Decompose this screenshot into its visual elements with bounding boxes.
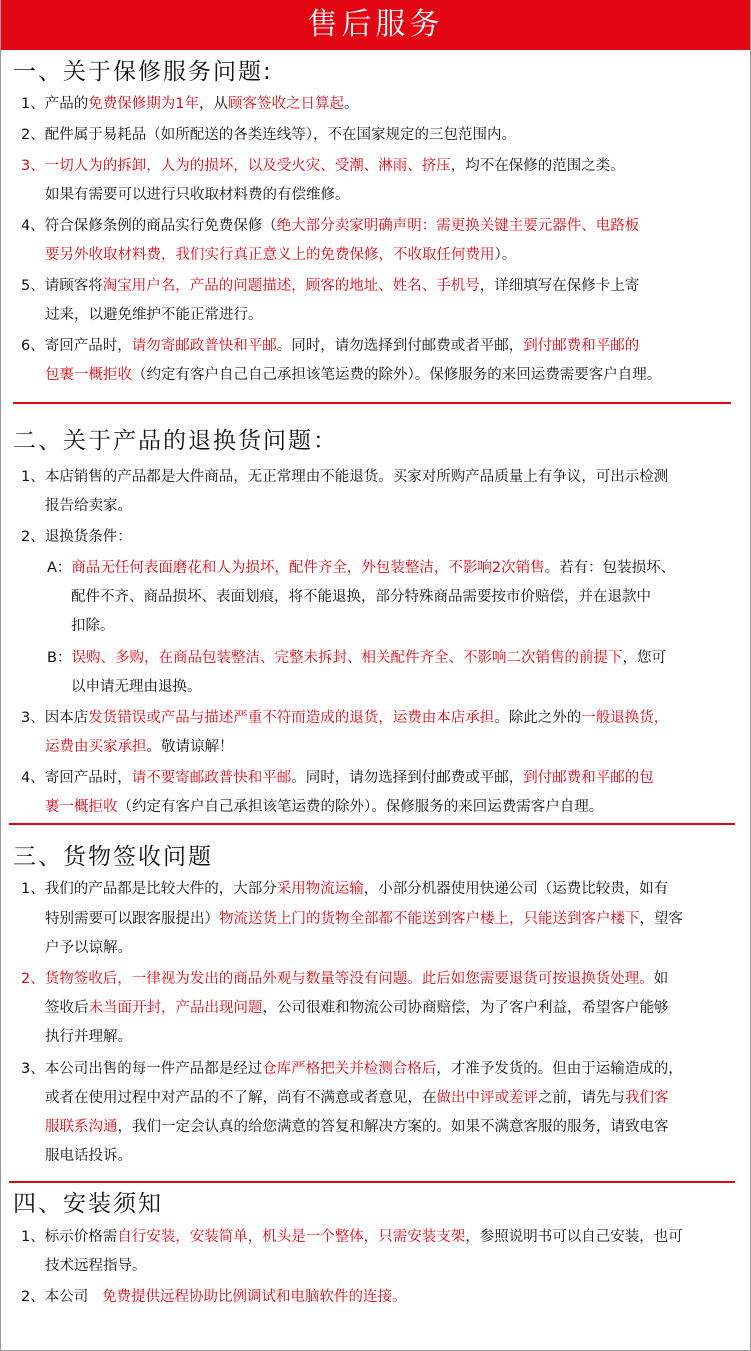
s2-item-2a-cont-1: 配件不齐、商品损坏、表面划痕，将不能退换，部分特殊商品需要按市价赔偿，并在退款中 <box>71 589 651 605</box>
s2-item-4: 4、寄回产品时，请不要寄邮政普快和平邮。同时，请勿选择到付邮费或平邮，到付邮费和平邮的包 <box>21 770 654 786</box>
s4-item-1: 1、标示价格需自行安装，安装简单，机头是一个整体，只需安装支架，参照说明书可以自己安装，也可 <box>21 1229 683 1245</box>
page-title: 售后服务 <box>307 7 444 42</box>
s1-item-3: 3、一切人为的拆卸，人为的损坏，以及受火灾、受潮、淋雨、挤压，均不在保修的范围之类。 <box>21 158 625 174</box>
section-3-heading: 三、货物签收问题 <box>13 844 213 870</box>
section-2-heading: 二、关于产品的退换货问题： <box>13 428 338 454</box>
s3-item-1: 1、我们的产品都是比较大件的，大部分采用物流运输，小部分机器使用快递公司（运费比较贵，如有 <box>21 881 669 897</box>
s2-item-4-cont: 裹一概拒收（约定有客户自己承担该笔运费的除外）。保修服务的来回运费需客户自理。 <box>45 799 604 815</box>
s2-item-2: 2、退换货条件： <box>21 529 132 545</box>
s1-item-6: 6、寄回产品时，请勿寄邮政普快和平邮。同时，请勿选择到付邮费或者平邮，到付邮费和平邮的 <box>21 338 640 354</box>
s3-item-3-cont-2: 服联系沟通，我们一定会认真的给您满意的答复和解决方案的。如果不满意客服的服务，请致电客 <box>45 1119 669 1135</box>
page-title-banner <box>1 0 750 50</box>
s1-item-5-cont: 过来，以避免维护不能正常进行。 <box>45 307 263 323</box>
section-divider-2 <box>9 823 735 825</box>
s1-item-3-cont: 如果有需要可以进行只收取材料费的有偿维修。 <box>45 187 350 203</box>
s4-item-2: 2、本公司 免费提供远程协助比例调试和电脑软件的连接。 <box>21 1289 407 1305</box>
s3-item-2-cont-2: 执行并理解。 <box>45 1029 132 1045</box>
s1-item-4: 4、符合保修条例的商品实行免费保修（绝大部分卖家明确声明：需更换关键主要元器件、电路板 <box>21 218 640 234</box>
s2-item-1: 1、本店销售的产品都是大件商品，无正常理由不能退货。买家对所购产品质量上有争议，可出示检测 <box>21 469 669 485</box>
s3-item-1-cont-2: 户予以谅解。 <box>45 940 132 956</box>
s3-item-2: 2、货物签收后，一律视为发出的商品外观与数量等没有问题。此后如您需要退货可按退换货处理。如 <box>21 971 669 987</box>
s2-item-2a-cont-2: 扣除。 <box>71 618 115 634</box>
s3-item-3-cont-1: 或者在使用过程中对产品的不了解，尚有不满意或者意见，在做出中评或差评之前，请先与我们客 <box>45 1090 669 1106</box>
section-1-heading: 一、关于保修服务问题: <box>13 59 273 85</box>
s1-item-6-cont: 包裹一概拒收（约定有客户自己自己承担该笔运费的除外）。保修服务的来回运费需要客户自理。 <box>45 367 662 383</box>
s2-item-1-cont: 报告给卖家。 <box>45 498 132 514</box>
section-4-heading: 四、安装须知 <box>13 1191 163 1217</box>
s3-item-2-cont-1: 签收后未当面开封，产品出现问题，公司很难和物流公司协商赔偿，为了客户利益，希望客户能够 <box>45 1000 669 1016</box>
s1-item-5: 5、请顾客将淘宝用户名，产品的问题描述，顾客的地址、姓名、手机号，详细填写在保修卡上寄 <box>21 278 640 294</box>
section-divider-1 <box>13 402 731 404</box>
s3-item-3: 3、本公司出售的每一件产品都是经过仓库严格把关并检测合格后，才准予发货的。但由于运输造成的， <box>21 1061 683 1077</box>
s2-item-2b-cont: 以申请无理由退换。 <box>71 679 202 695</box>
s2-item-2b: B：误购、多购，在商品包装整洁、完整未拆封、相关配件齐全、不影响二次销售的前提下，您可 <box>47 650 666 666</box>
s3-item-1-cont-1: 特别需要可以跟客服提出）物流送货上门的货物全部都不能送到客户楼上，只能送到客户楼下，望客 <box>45 911 683 927</box>
s1-item-1: 1、产品的免费保修期为1年，从顾客签收之日算起。 <box>21 96 359 112</box>
s2-item-3: 3、因本店发货错误或产品与描述严重不符而造成的退货，运费由本店承担。除此之外的一般退换货， <box>21 710 669 726</box>
s4-item-1-cont: 技术远程指导。 <box>45 1258 147 1274</box>
s3-item-3-cont-3: 服电话投诉。 <box>45 1148 132 1164</box>
s2-item-3-cont: 运费由买家承担。敬请谅解！ <box>45 739 234 755</box>
section-divider-3 <box>9 1181 735 1183</box>
s2-item-2a: A：商品无任何表面磨花和人为损坏，配件齐全，外包装整洁，不影响2次销售。若有：包装损坏、 <box>47 560 676 576</box>
s1-item-2: 2、配件属于易耗品（如所配送的各类连线等），不在国家规定的三包范围内。 <box>21 127 516 143</box>
s1-item-4-cont: 要另外收取材料费，我们实行真正意义上的免费保修，不收取任何费用）。 <box>45 247 517 263</box>
